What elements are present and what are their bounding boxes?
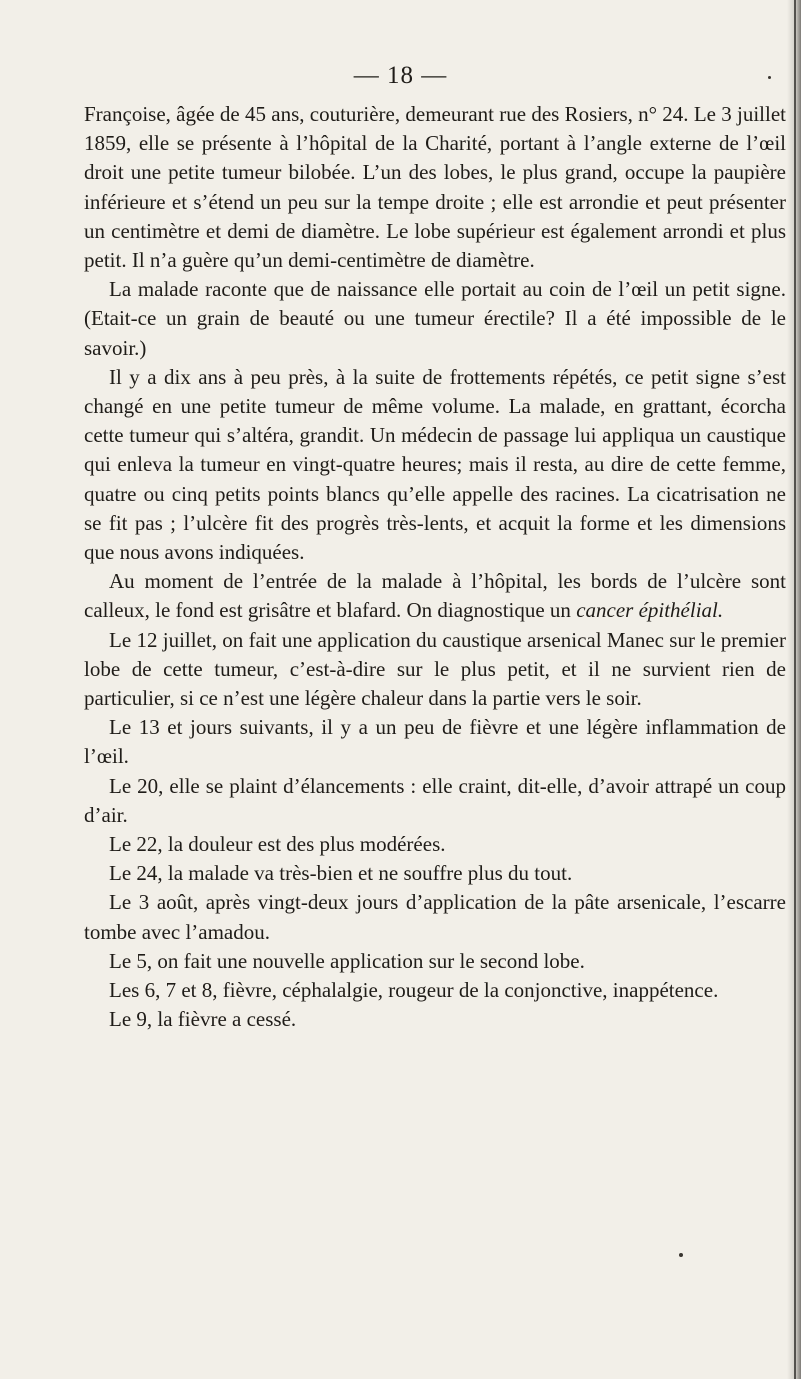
paragraph-8: Le 22, la douleur est des plus modérées. [109,832,446,857]
paragraph-12: Les 6, 7 et 8, fièvre, céphalalgie, rougeur de la conjonctive, inappétence. [109,978,719,1003]
paragraph-2: La malade raconte que de naissance elle portait au coin de l’œil un petit signe. (Etait-ce un grain de beauté ou une tumeur érectile? Il a été impossible de le savoir.) [84,277,786,360]
paragraph-1: Françoise, âgée de 45 ans, couturière, demeurant rue des Rosiers, n° 24. Le 3 juillet 1859, elle se présente à l’hôpital de la Charité, portant à l’angle externe de l’œil droit une petite tumeur bilobée. L’un des lobes, le plus grand, occupe la paupière inférieure et s’étend un peu sur la tempe droite ; elle est arrondie et peut présenter un centimètre et demi de diamètre. Le lobe supérieur est également arrondi et plus petit. Il n’a guère qu’un demi-centimètre de diamètre. [84,102,786,273]
paragraph-3: Il y a dix ans à peu près, à la suite de frottements répétés, ce petit signe s’est changé en une petite tumeur de même volume. La malade, en grattant, écorcha cette tumeur qui s’altéra, grandit. Un médecin de passage lui appliqua un caustique qui enleva la tumeur en vingt-quatre heures; mais il resta, au dire de cette femme, quatre ou cinq petits points blancs qu’elle appelle des racines. La cicatrisation ne se fit pas ; l’ulcère fit des progrès très-lents, et acquit la forme et les dimensions que nous avons indiquées. [84,364,786,565]
paragraph-11: Le 5, on fait une nouvelle application sur le second lobe. [109,948,585,973]
paragraph-9: Le 24, la malade va très-bien et ne souffre plus du tout. [109,861,573,886]
paragraph-13: Le 9, la fièvre a cessé. [109,1007,297,1032]
page-number: — 18 — [353,62,448,89]
ink-speck [679,1253,683,1257]
paragraph-7: Le 20, elle se plaint d’élancements : elle craint, dit-elle, d’avoir attrapé un coup d’air. [84,773,786,827]
page-edge-line [794,0,796,1379]
diagnosis-italic: cancer épithélial. [576,598,724,623]
paragraph-6: Le 13 et jours suivants, il y a un peu de fièvre et une légère inflammation de l’œil. [84,715,786,769]
ink-speck [768,76,771,79]
paragraph-5: Le 12 juillet, on fait une application du caustique arsenical Manec sur le premier lobe de cette tumeur, c’est-à-dire sur le plus petit, et il ne survient rien de particulier, si ce n’est une légère chaleur dans la partie vers le soir. [84,627,786,711]
paragraph-10: Le 3 août, après vingt-deux jours d’application de la pâte arsenicale, l’escarre tombe avec l’amadou. [84,890,786,944]
paragraph-4 [84,567,786,625]
body-text [84,100,786,1035]
paragraph-4-text: Au moment de l’entrée de la malade à l’hôpital, les bords de l’ulcère sont calleux, le fond est grisâtre et blafard. On diagnostique un [84,569,786,623]
